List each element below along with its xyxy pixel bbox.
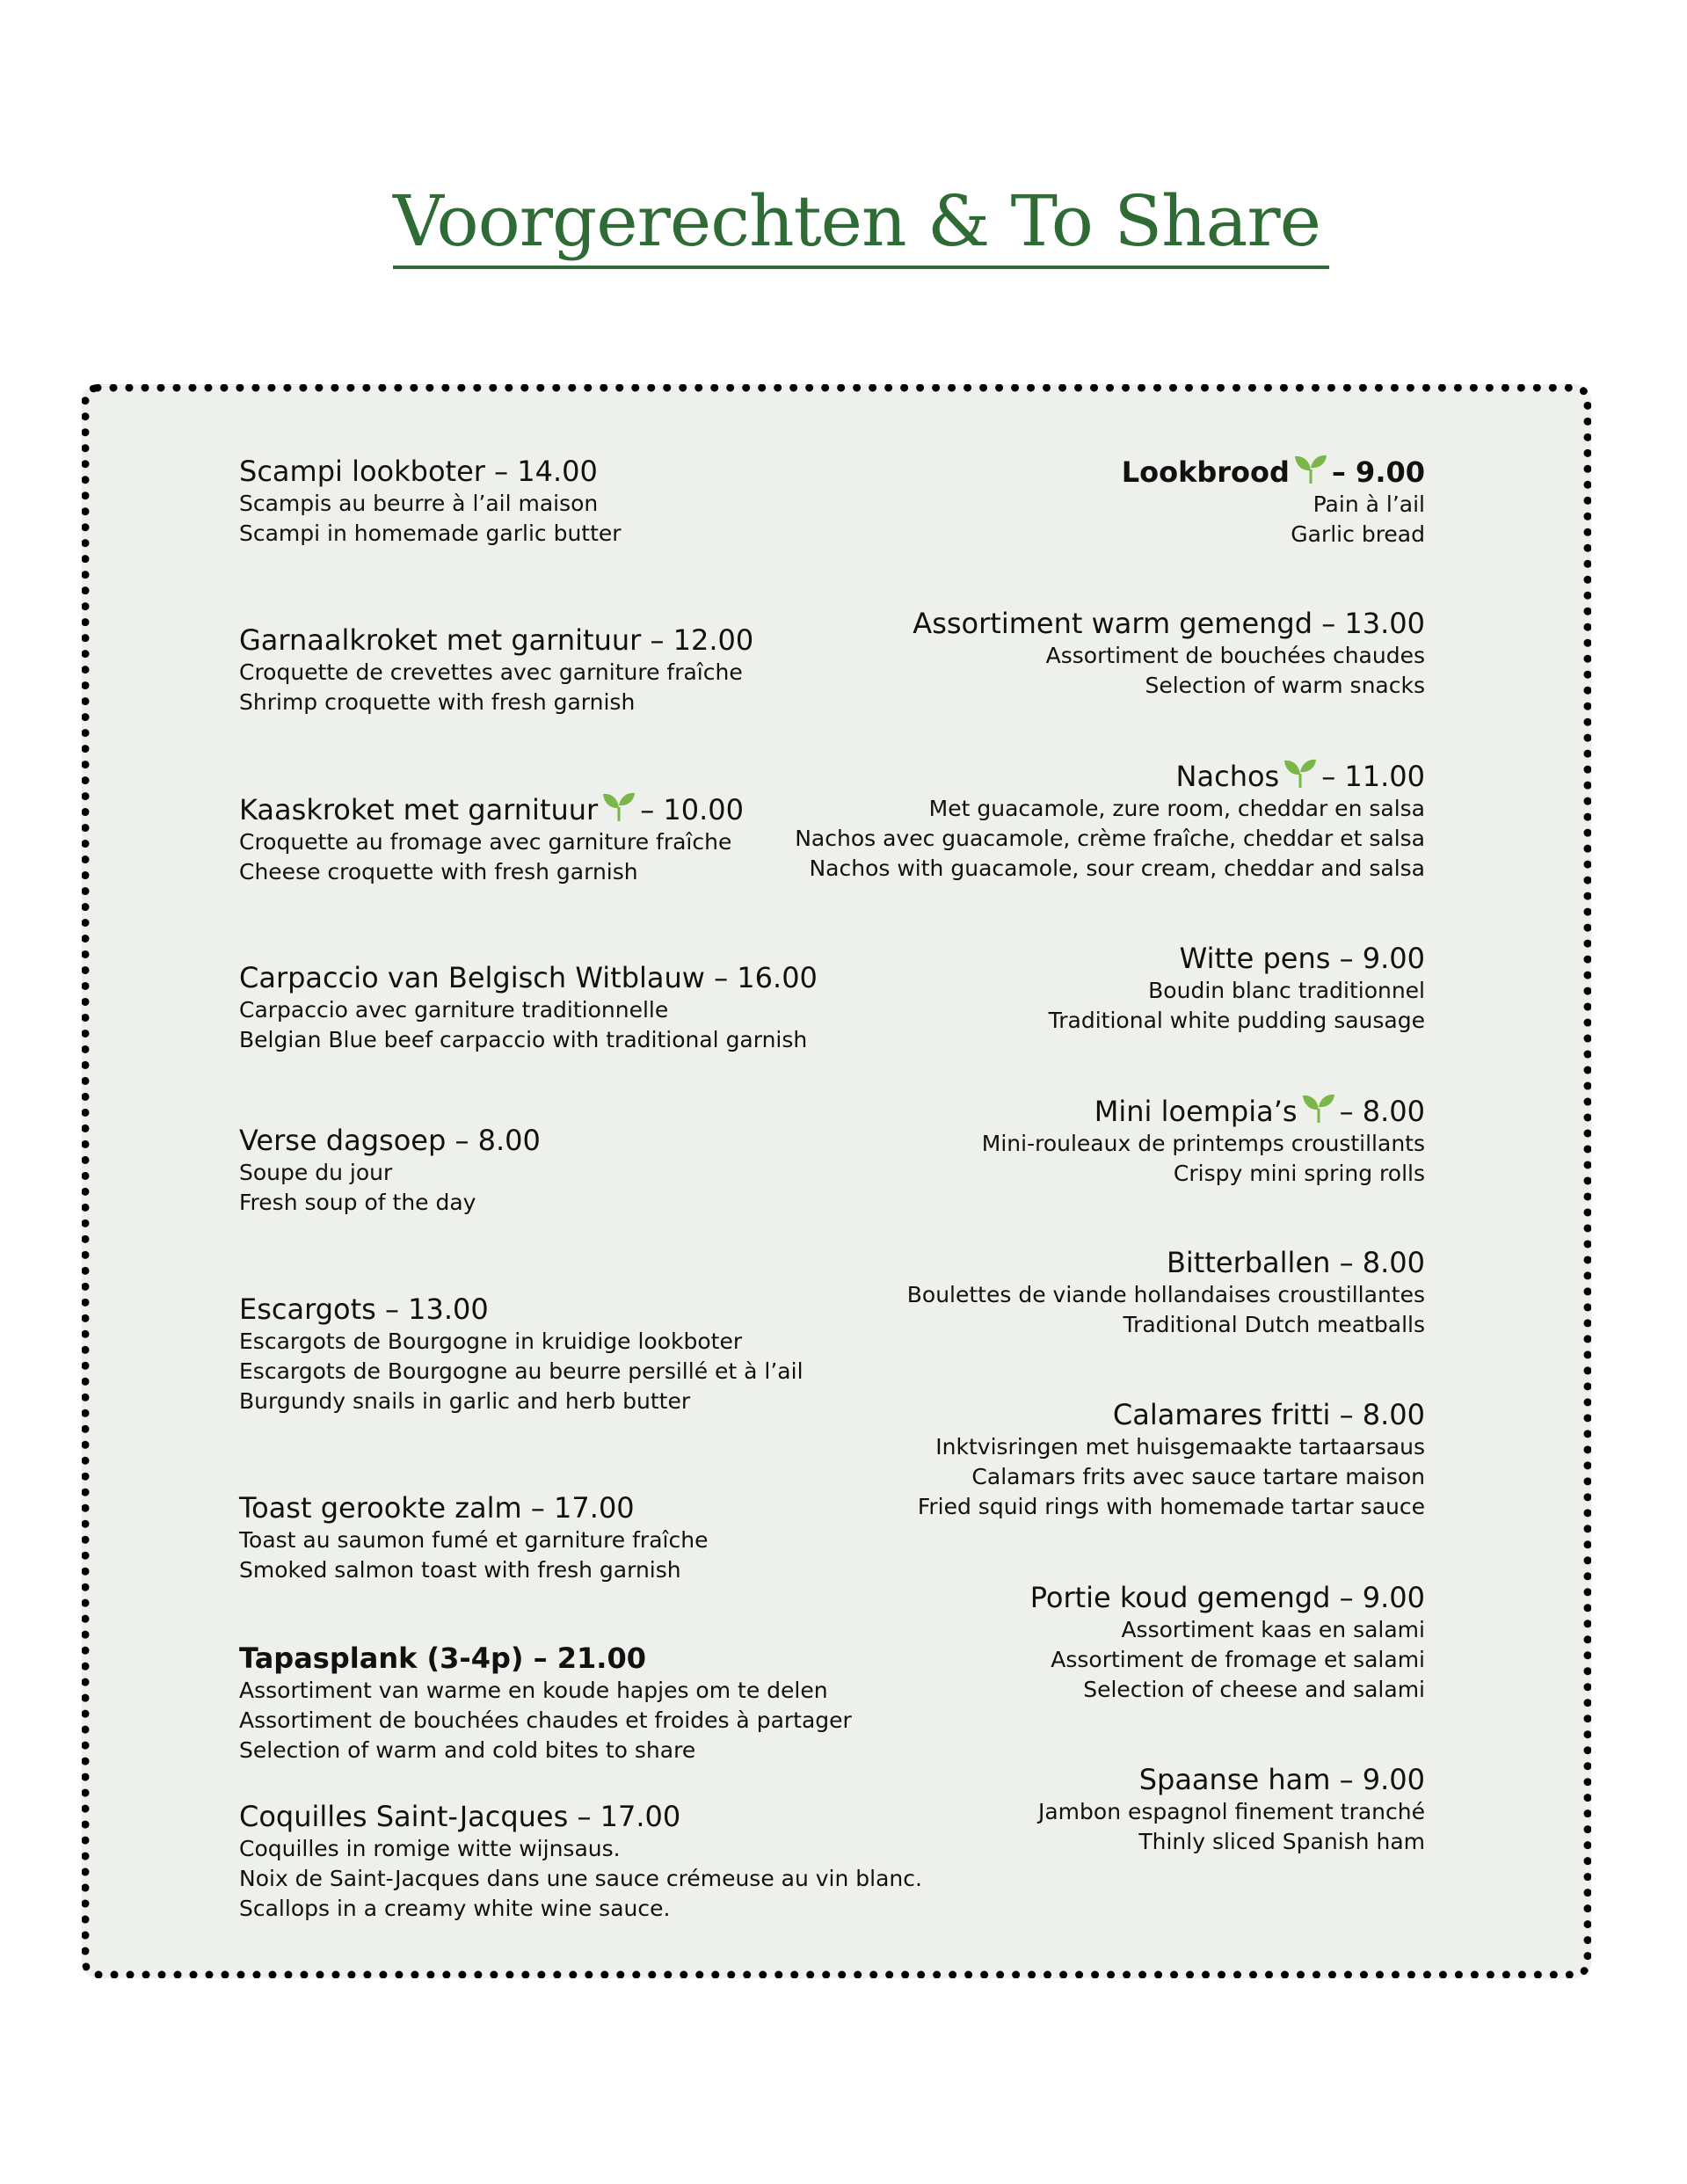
dish-name: Mini loempia’s [1094, 1095, 1298, 1128]
dish-description: Assortiment de fromage et salami [1051, 1647, 1425, 1672]
vegetarian-leaf-icon [1301, 1093, 1336, 1125]
dish-description: Mini-rouleaux de printemps croustillants [981, 1131, 1425, 1156]
price-separator: – [1339, 1763, 1354, 1796]
menu-title: Voorgerechten & To Share [393, 180, 1329, 269]
dish-price: 14.00 [517, 455, 598, 488]
dish-description: Garlic bread [1291, 521, 1425, 547]
menu-item-heading [651, 1762, 1425, 1797]
dish-description: Carpaccio avec garniture traditionnelle [239, 997, 669, 1023]
dish-description: Fresh soup of the day [239, 1190, 476, 1215]
dish-description: Boulettes de viande hollandaises croustillantes [906, 1282, 1425, 1307]
price-separator: – [1339, 1095, 1354, 1128]
vegetarian-leaf-icon [1283, 758, 1318, 790]
dish-description: Escargots de Bourgogne au beurre persillé et à l’ail [239, 1358, 804, 1384]
dish-description: Thinly sliced Spanish ham [1138, 1829, 1425, 1854]
dish-description: Scampis au beurre à l’ail maison [239, 491, 599, 516]
price-separator: – [530, 1491, 545, 1525]
price-separator: – [714, 961, 729, 994]
dish-name: Witte pens [1179, 942, 1331, 975]
price-separator: – [1331, 455, 1346, 489]
dish-name: Assortiment warm gemengd [913, 607, 1313, 640]
dish-name: Escargots [239, 1292, 376, 1326]
dish-description: Assortiment kaas en salami [1121, 1617, 1425, 1642]
dish-description: Croquette de crevettes avec garniture fraîche [239, 659, 743, 685]
dish-price: 17.00 [600, 1800, 681, 1833]
dish-price: 9.00 [1362, 942, 1425, 975]
menu-item-heading [651, 1397, 1425, 1432]
dish-description: Scallops in a creamy white wine sauce. [239, 1896, 671, 1921]
dish-description: Assortiment de bouchées chaudes et froides à partager [239, 1707, 852, 1733]
dish-name: Calamares fritti [1112, 1398, 1331, 1431]
menu-panel [82, 384, 1591, 1978]
menu-item [651, 1397, 1425, 1522]
dish-description: Belgian Blue beef carpaccio with traditional garnish [239, 1027, 808, 1052]
dish-description: Escargots de Bourgogne in kruidige lookboter [239, 1329, 743, 1354]
dish-description: Nachos with guacamole, sour cream, cheddar and salsa [809, 855, 1425, 881]
dish-description: Met guacamole, zure room, cheddar en salsa [928, 796, 1425, 821]
dish-name: Verse dagsoep [239, 1124, 447, 1157]
dish-description: Selection of warm snacks [1145, 673, 1425, 698]
dish-price: 17.00 [554, 1491, 635, 1525]
menu-item [651, 1762, 1425, 1857]
price-separator: – [577, 1800, 592, 1833]
dish-price: 13.00 [1344, 607, 1425, 640]
dish-description: Pain à l’ail [1313, 491, 1425, 517]
dish-description: Traditional white pudding sausage [1048, 1008, 1425, 1033]
dish-description: Selection of cheese and salami [1083, 1677, 1425, 1702]
dish-description: Boudin blanc traditionnel [1148, 978, 1425, 1003]
dish-description: Cheese croquette with fresh garnish [239, 859, 638, 885]
price-separator: – [1339, 1398, 1354, 1431]
menu-item-heading [651, 1093, 1425, 1129]
dish-name: Lookbrood [1121, 455, 1290, 489]
price-separator: – [384, 1292, 399, 1326]
menu-item [651, 941, 1425, 1036]
menu-item [651, 1580, 1425, 1705]
menu-item [651, 758, 1425, 884]
menu-item-heading [651, 1245, 1425, 1280]
dish-description: Soupe du jour [239, 1160, 393, 1185]
dish-name: Carpaccio van Belgisch Witblauw [239, 961, 705, 994]
dish-description: Selection of warm and cold bites to share [239, 1737, 696, 1763]
dish-price: 8.00 [477, 1124, 541, 1157]
vegetarian-leaf-icon [1293, 454, 1328, 485]
dish-price: 12.00 [673, 623, 754, 657]
price-separator: – [494, 455, 509, 488]
dish-description: Crispy mini spring rolls [1173, 1161, 1425, 1186]
dish-name: Kaaskroket met garnituur [239, 793, 599, 826]
dish-name: Coquilles Saint-Jacques [239, 1800, 569, 1833]
dish-description: Fried squid rings with homemade tartar sauce [917, 1494, 1425, 1519]
dish-description: Smoked salmon toast with fresh garnish [239, 1557, 681, 1583]
dish-name: Garnaalkroket met garnituur [239, 623, 642, 657]
dish-name: Toast gerookte zalm [239, 1491, 522, 1525]
dish-description: Toast au saumon fumé et garniture fraîche [239, 1527, 709, 1553]
dish-description: Jambon espagnol finement tranché [1037, 1799, 1425, 1824]
price-separator: – [454, 1124, 469, 1157]
menu-item-heading [651, 758, 1425, 794]
menu-item-heading [651, 454, 1425, 490]
dish-price: 16.00 [737, 961, 818, 994]
price-separator: – [1339, 1246, 1354, 1279]
dish-name: Portie koud gemengd [1029, 1581, 1331, 1614]
dish-description: Coquilles in romige witte wijnsaus. [239, 1836, 621, 1861]
menu-item [651, 606, 1425, 701]
price-separator: – [533, 1642, 548, 1675]
dish-name: Scampi lookboter [239, 455, 485, 488]
menu-item-heading [651, 606, 1425, 641]
dish-price: 9.00 [1362, 1581, 1425, 1614]
dish-price: 11.00 [1344, 760, 1425, 793]
menu-item [651, 1093, 1425, 1189]
dish-description: Shrimp croquette with fresh garnish [239, 689, 636, 715]
menu-item [651, 454, 1425, 550]
menu-title-wrap [0, 180, 1687, 269]
vegetarian-leaf-icon [601, 791, 636, 823]
dish-description: Assortiment de bouchées chaudes [1045, 643, 1425, 668]
dish-price: 10.00 [663, 793, 744, 826]
dish-price: 8.00 [1362, 1398, 1425, 1431]
dish-description: Scampi in homemade garlic butter [239, 521, 622, 546]
dish-name: Nachos [1175, 760, 1280, 793]
dish-price: 13.00 [408, 1292, 489, 1326]
dish-description: Burgundy snails in garlic and herb butter [239, 1388, 691, 1414]
dish-description: Assortiment van warme en koude hapjes om te delen [239, 1678, 828, 1703]
price-separator: – [1339, 942, 1354, 975]
menu-item [651, 1245, 1425, 1340]
price-separator: – [1339, 1581, 1354, 1614]
dish-price: 9.00 [1356, 455, 1425, 489]
price-separator: – [650, 623, 665, 657]
dish-description: Croquette au fromage avec garniture fraîche [239, 829, 732, 855]
price-separator: – [640, 793, 655, 826]
dish-price: 8.00 [1362, 1246, 1425, 1279]
price-separator: – [1321, 760, 1336, 793]
menu-item-heading [651, 941, 1425, 976]
dish-price: 9.00 [1362, 1763, 1425, 1796]
dish-description: Traditional Dutch meatballs [1123, 1312, 1425, 1337]
menu-item-heading [651, 1580, 1425, 1615]
dish-price: 8.00 [1362, 1095, 1425, 1128]
dish-description: Nachos avec guacamole, crème fraîche, cheddar et salsa [795, 826, 1425, 851]
dish-description: Calamars frits avec sauce tartare maison [971, 1464, 1425, 1489]
price-separator: – [1321, 607, 1336, 640]
dish-description: Noix de Saint-Jacques dans une sauce crémeuse au vin blanc. [239, 1866, 922, 1891]
dish-description: Inktvisringen met huisgemaakte tartaarsaus [935, 1434, 1425, 1460]
dish-name: Bitterballen [1166, 1246, 1331, 1279]
dish-name: Tapasplank (3-4p) [239, 1642, 524, 1675]
dish-price: 21.00 [556, 1642, 646, 1675]
dish-name: Spaanse ham [1138, 1763, 1331, 1796]
